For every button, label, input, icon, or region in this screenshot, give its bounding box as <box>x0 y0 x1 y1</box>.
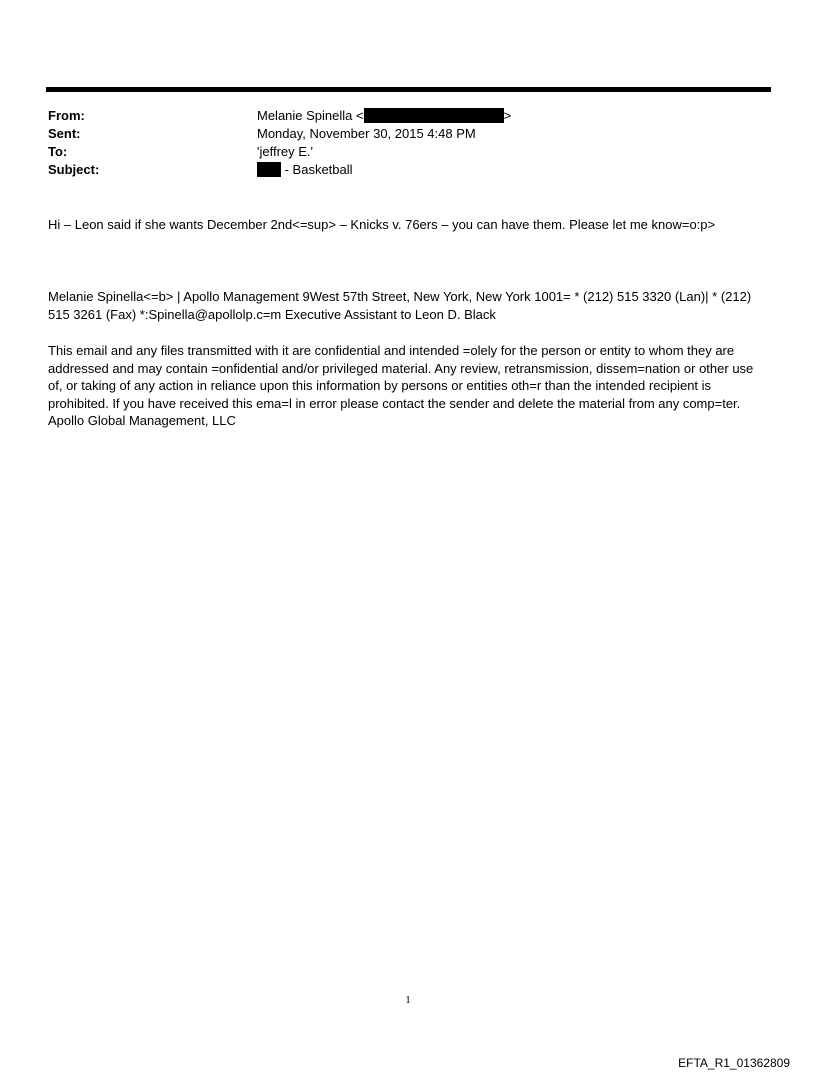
sent-label: Sent: <box>48 126 81 141</box>
sent-value: Monday, November 30, 2015 4:48 PM <box>257 126 476 141</box>
from-label: From: <box>48 108 85 123</box>
to-value: 'jeffrey E.' <box>257 144 314 159</box>
from-value <box>257 107 511 125</box>
redacted-subject-block <box>257 162 281 177</box>
from-name: Melanie Spinella < <box>257 108 364 123</box>
subject-value <box>257 161 353 179</box>
subject-text: - Basketball <box>281 162 353 177</box>
from-close: > <box>503 108 512 123</box>
to-label: To: <box>48 144 68 159</box>
redacted-email-block <box>364 108 504 123</box>
message-body: Hi – Leon said if she wants December 2nd<=sup> – Knicks v. 76ers – you can have them. Please let me know=o:p> <box>48 217 716 232</box>
page-number: 1 <box>405 994 411 1006</box>
confidentiality-disclaimer: This email and any files transmitted with it are confidential and intended =olely for the person or entity to whom they are addressed and may contain =onfidential and/or privileged material. Any review, retransmission, dissem=nation or other use of, or taking of any action in reliance upon this information by persons or entities oth=r than the intended recipient is prohibited. If you have received this ema=l in error please contact the sender and delete the material from any comp=ter. Apollo Global Management, LLC <box>48 343 754 428</box>
bates-number: EFTA_R1_01362809 <box>678 1056 790 1070</box>
subject-label: Subject: <box>48 162 100 177</box>
email-signature: Melanie Spinella<=b> | Apollo Management 9West 57th Street, New York, New York 1001= * (212) 515 3320 (Lan)| * (212) 515 3261 (Fax) *:Spinella@apollolp.c=m Executive Assistant to Leon D. Black <box>48 289 752 322</box>
header-rule <box>46 87 771 92</box>
